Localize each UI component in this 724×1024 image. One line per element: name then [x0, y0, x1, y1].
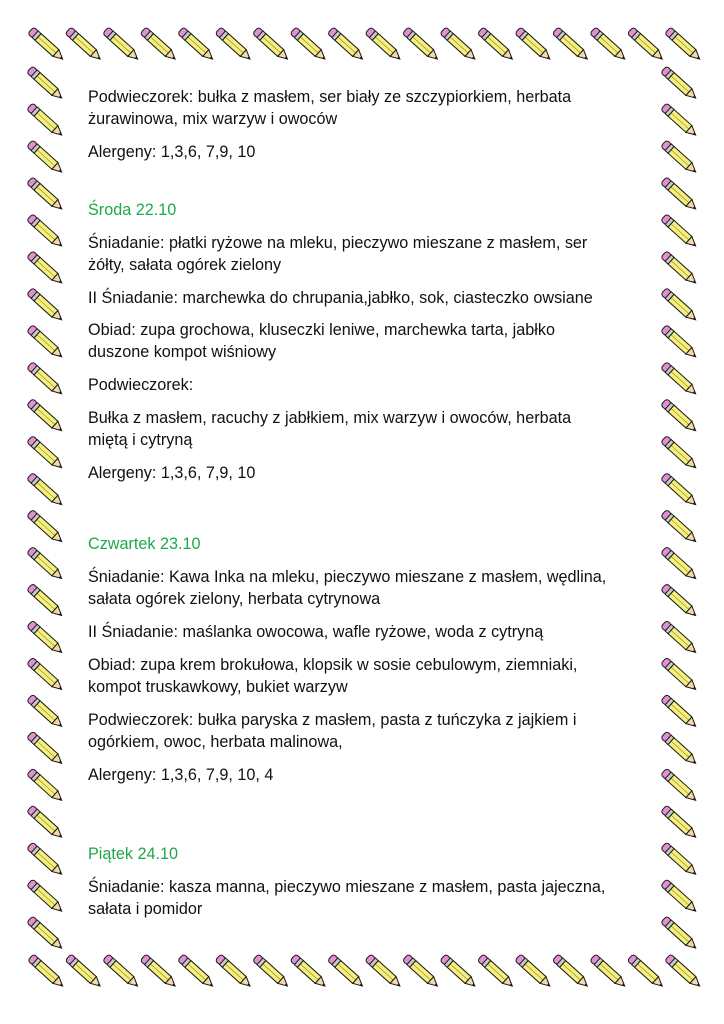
pencil-icon: [661, 842, 700, 878]
pencil-icon: [661, 214, 700, 250]
pencil-icon: [477, 27, 516, 63]
pencil-icon: [27, 768, 66, 804]
pencil-icon: [178, 954, 217, 990]
pencil-icon: [27, 842, 66, 878]
pencil-icon: [27, 694, 66, 730]
pencil-icon: [665, 27, 704, 63]
pencil-icon: [65, 954, 104, 990]
pencil-icon: [661, 66, 700, 102]
breakfast-thursday-line-1: Śniadanie: Kawa Inka na mleku, pieczywo mieszane z masłem, wędlina,: [88, 568, 607, 586]
pencil-icon: [140, 954, 179, 990]
pencil-icon: [252, 27, 291, 63]
pencil-icon: [327, 27, 366, 63]
pencil-icon: [65, 27, 104, 63]
pencil-icon: [515, 27, 554, 63]
allergens-wednesday: Alergeny: 1,3,6, 7,9, 10: [88, 464, 256, 482]
pencil-icon: [661, 768, 700, 804]
pencil-icon: [365, 27, 404, 63]
day-heading-wednesday: Środa 22.10: [88, 201, 177, 219]
pencil-icon: [327, 954, 366, 990]
pencil-icon: [27, 399, 66, 435]
pencil-icon: [661, 657, 700, 693]
pencil-icon: [290, 27, 329, 63]
pencil-icon: [661, 694, 700, 730]
pencil-icon: [27, 546, 66, 582]
pencil-icon: [661, 879, 700, 915]
afternoon-snack-thursday-line-1: Podwieczorek: bułka paryska z masłem, pasta z tuńczyka z jajkiem i: [88, 711, 577, 729]
pencil-icon: [590, 27, 629, 63]
pencil-icon: [28, 954, 67, 990]
pencil-icon: [661, 472, 700, 508]
pencil-icon: [515, 954, 554, 990]
pencil-icon: [661, 805, 700, 841]
afternoon-snack-thursday-line-2: ogórkiem, owoc, herbata malinowa,: [88, 733, 343, 751]
pencil-icon: [27, 362, 66, 398]
pencil-icon: [28, 27, 67, 63]
pencil-icon: [661, 546, 700, 582]
lunch-thursday-line-2: kompot truskawkowy, bukiet warzyw: [88, 678, 348, 696]
pencil-icon: [27, 805, 66, 841]
pencil-icon: [661, 177, 700, 213]
pencil-icon: [27, 436, 66, 472]
pencil-icon: [27, 620, 66, 656]
breakfast-friday-line-2: sałata i pomidor: [88, 900, 203, 918]
pencil-icon: [27, 325, 66, 361]
day-heading-thursday: Czwartek 23.10: [88, 535, 201, 553]
lunch-wednesday-line-2: duszone kompot wiśniowy: [88, 343, 277, 361]
lunch-wednesday-line-1: Obiad: zupa grochowa, kluseczki leniwe, marchewka tarta, jabłko: [88, 321, 555, 339]
pencil-icon: [552, 954, 591, 990]
breakfast-wednesday-line-1: Śniadanie: płatki ryżowe na mleku, pieczywo mieszane z masłem, ser: [88, 234, 588, 252]
breakfast-friday-line-1: Śniadanie: kasza manna, pieczywo mieszane z masłem, pasta jajeczna,: [88, 878, 606, 896]
afternoon-snack-wednesday-line-1: Bułka z masłem, racuchy z jabłkiem, mix warzyw i owoców, herbata: [88, 409, 572, 427]
pencil-icon: [661, 288, 700, 324]
pencil-icon: [590, 954, 629, 990]
pencil-icon: [27, 657, 66, 693]
pencil-icon: [365, 954, 404, 990]
afternoon-snack-wednesday-label: Podwieczorek:: [88, 376, 194, 394]
allergens-tuesday: Alergeny: 1,3,6, 7,9, 10: [88, 143, 256, 161]
day-heading-friday: Piątek 24.10: [88, 845, 178, 863]
pencil-icon: [661, 509, 700, 545]
second-breakfast-wednesday: II Śniadanie: marchewka do chrupania,jabłko, sok, ciasteczko owsiane: [88, 289, 593, 307]
pencil-icon: [402, 27, 441, 63]
lunch-thursday-line-1: Obiad: zupa krem brokułowa, klopsik w sosie cebulowym, ziemniaki,: [88, 656, 578, 674]
pencil-icon: [27, 103, 66, 139]
pencil-icon: [27, 916, 66, 952]
pencil-icon: [27, 583, 66, 619]
pencil-icon: [27, 140, 66, 176]
pencil-icon: [252, 954, 291, 990]
pencil-icon: [178, 27, 217, 63]
afternoon-snack-wednesday-line-2: miętą i cytryną: [88, 431, 193, 449]
pencil-icon: [27, 214, 66, 250]
pencil-icon: [103, 27, 142, 63]
second-breakfast-thursday: II Śniadanie: maślanka owocowa, wafle ryżowe, woda z cytryną: [88, 623, 544, 641]
pencil-icon: [402, 954, 441, 990]
pencil-icon: [661, 436, 700, 472]
pencil-icon: [661, 731, 700, 767]
pencil-icon: [27, 472, 66, 508]
pencil-icon: [661, 251, 700, 287]
pencil-icon: [27, 177, 66, 213]
pencil-icon: [661, 620, 700, 656]
pencil-icon: [665, 954, 704, 990]
pencil-icon: [552, 27, 591, 63]
pencil-icon: [661, 140, 700, 176]
pencil-icon: [661, 325, 700, 361]
pencil-icon: [27, 731, 66, 767]
breakfast-wednesday-line-2: żółty, sałata ogórek zielony: [88, 256, 282, 274]
pencil-icon: [440, 954, 479, 990]
pencil-icon: [661, 362, 700, 398]
afternoon-snack-tuesday-line-1: Podwieczorek: bułka z masłem, ser biały ze szczypiorkiem, herbata: [88, 88, 572, 106]
pencil-icon: [477, 954, 516, 990]
pencil-icon: [661, 583, 700, 619]
pencil-icon: [140, 27, 179, 63]
pencil-icon: [661, 103, 700, 139]
pencil-icon: [440, 27, 479, 63]
pencil-icon: [661, 916, 700, 952]
pencil-icon: [661, 399, 700, 435]
allergens-thursday: Alergeny: 1,3,6, 7,9, 10, 4: [88, 766, 274, 784]
pencil-icon: [215, 954, 254, 990]
pencil-icon: [627, 27, 666, 63]
pencil-icon: [27, 251, 66, 287]
pencil-icon: [27, 509, 66, 545]
breakfast-thursday-line-2: sałata ogórek zielony, herbata cytrynowa: [88, 590, 381, 608]
pencil-icon: [290, 954, 329, 990]
pencil-icon: [27, 879, 66, 915]
pencil-icon: [627, 954, 666, 990]
pencil-icon: [103, 954, 142, 990]
pencil-icon: [215, 27, 254, 63]
afternoon-snack-tuesday-line-2: żurawinowa, mix warzyw i owoców: [88, 110, 338, 128]
pencil-icon: [27, 66, 66, 102]
pencil-icon: [27, 288, 66, 324]
